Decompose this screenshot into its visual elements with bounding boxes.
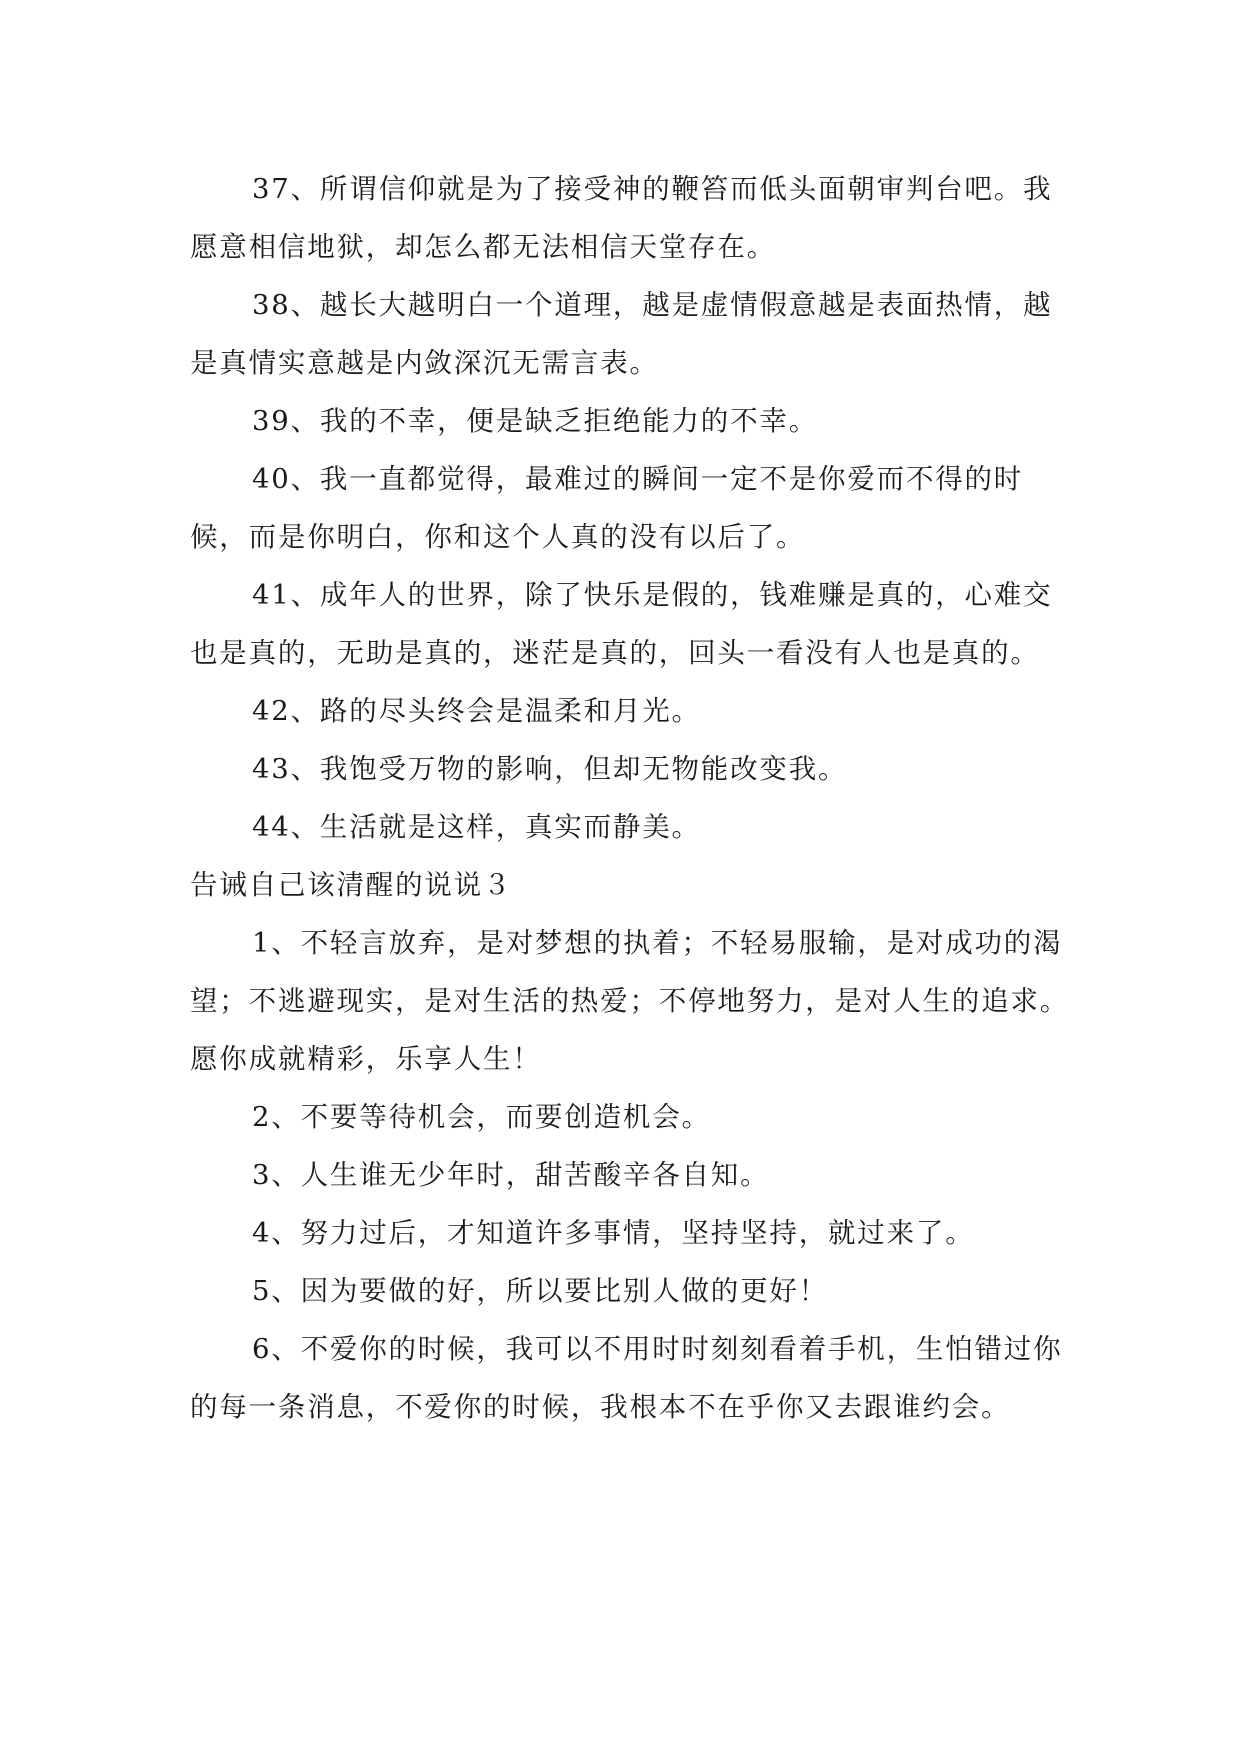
paragraph-1: 1、不轻言放弃，是对梦想的执着；不轻易服输，是对成功的渴望；不逃避现实，是对生活的热爱；不停地努力，是对人生的追求。愿你成就精彩，乐享人生！ <box>190 927 1069 1075</box>
paragraph-40: 40、我一直都觉得，最难过的瞬间一定不是你爱而不得的时候，而是你明白，你和这个人真的没有以后了。 <box>190 463 1024 553</box>
paragraph-3: 3、人生谁无少年时，甜苦酸辛各自知。 <box>252 1159 770 1191</box>
paragraph-6: 6、不爱你的时候，我可以不用时时刻刻看着手机，生怕错过你的每一条消息，不爱你的时候，我根本不在乎你又去跟谁约会。 <box>190 1333 1063 1423</box>
section-heading: 告诫自己该清醒的说说３ <box>190 869 513 901</box>
paragraph-38: 38、越长大越明白一个道理，越是虚情假意越是表面热情，越是真情实意越是内敛深沉无需言表。 <box>190 289 1053 379</box>
paragraph-39: 39、我的不幸，便是缺乏拒绝能力的不幸。 <box>252 405 818 437</box>
document-body <box>190 160 1070 1436</box>
paragraph-41: 41、成年人的世界，除了快乐是假的，钱难赚是真的，心难交也是真的，无助是真的，迷茫是真的，回头一看没有人也是真的。 <box>190 579 1053 669</box>
paragraph-44: 44、生活就是这样，真实而静美。 <box>252 811 701 843</box>
paragraph-42: 42、路的尽头终会是温柔和月光。 <box>252 695 701 727</box>
paragraph-4: 4、努力过后，才知道许多事情，坚持坚持，就过来了。 <box>252 1217 975 1249</box>
paragraph-43: 43、我饱受万物的影响，但却无物能改变我。 <box>252 753 848 785</box>
paragraph-37: 37、所谓信仰就是为了接受神的鞭笞而低头面朝审判台吧。我愿意相信地狱，却怎么都无法相信天堂存在。 <box>190 173 1053 263</box>
paragraph-2: 2、不要等待机会，而要创造机会。 <box>252 1101 711 1133</box>
paragraph-5: 5、因为要做的好，所以要比别人做的更好！ <box>252 1275 828 1307</box>
